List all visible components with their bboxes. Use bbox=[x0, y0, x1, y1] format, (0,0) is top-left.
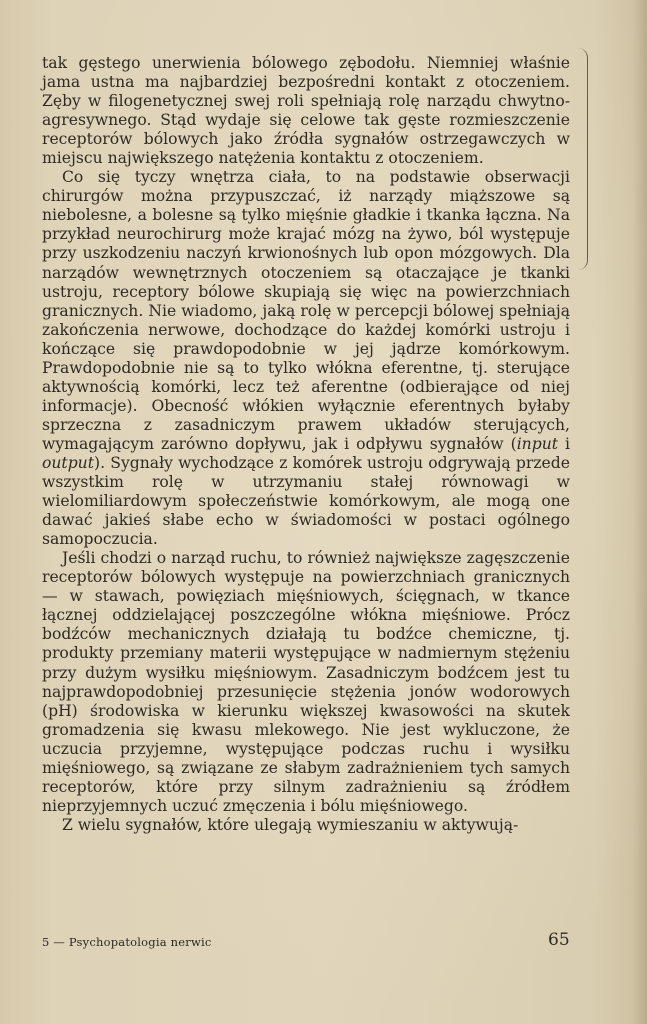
paragraph-2 bbox=[42, 168, 570, 549]
paragraph-2-italic-input: input bbox=[516, 434, 559, 453]
gutter-shadow bbox=[633, 0, 647, 1024]
paragraph-4 bbox=[42, 816, 570, 835]
paragraph-4-text: Z wielu sygnałów, które ulegają wymieszaniu w aktywują- bbox=[62, 815, 519, 834]
paragraph-1-text: tak gęstego unerwienia bólowego zębodołu. Niemniej właśnie jama ustna ma najbardziej bezpośredni kontakt z otoczeniem. Zęby w filogenetycznej swej roli spełniają rolę narządu chwytno-agresywnego. Stąd wydaje się celowe tak gęste rozmieszczenie receptorów bólowych jako źródła sygnałów ostrzegawczych w miejscu największego natężenia kontaktu z otoczeniem. bbox=[42, 54, 570, 168]
paragraph-3-text: Jeśli chodzi o narząd ruchu, to również największe zagęszczenie receptorów bólowych występuje na powierzchniach granicznych — w stawach, powięziach mięśniowych, ścięgnach, w tkance łącznej oddzielającej poszczególne włókna mięśniowe. Prócz bodźców mechanicznych działają tu bodźce chemiczne, tj. produkty przemiany materii występujące w nadmiernym stężeniu przy dużym wysiłku mięśniowym. Zasadniczym bodźcem jest tu najprawdopodobniej przesunięcie stężenia jonów wodorowych (pH) środowiska w kierunku większej kwasowości na skutek gromadzenia się kwasu mlekowego. Nie jest wykluczone, że uczucia przyjemne, występujące podczas ruchu i wysiłku mięśniowego, są związane ze słabym zadrażnieniem tych samych receptorów, które przy silnym zadrażnieniu są źródłem nieprzyjemnych uczuć zmęczenia i bólu mięśniowego. bbox=[42, 549, 570, 815]
footer-signature: 5 — Psychopatologia nerwic bbox=[42, 935, 212, 949]
paragraph-2-text-a: Co się tyczy wnętrza ciała, to na podstawie obserwacji chirurgów można przypuszczać, iż narządy miąższowe są niebolesne, a bolesne są tylko mięśnie gładkie i tkanka łączna. Na przykład neurochirurg może krajać mózg na żywo, ból występuje przy uszkodzeniu naczyń krwionośnych lub opon mózgowych. Dla narządów wewnętrznych otoczeniem są otaczające je tkanki ustroju, receptory bólowe skupiają się więc na powierzchniach granicznych. Nie wiadomo, jaką rolę w percepcji bólowej spełniają zakończenia nerwowe, dochodzące do każdej komórki ustroju i kończące się prawdopodobnie w jej jądrze komórkowym. Prawdopodobnie nie są to tylko włókna eferentne, tj. sterujące aktywnością komórki, lecz też aferentne (odbierające od niej informacje). Obecność włókien wyłącznie eferentnych byłaby sprzeczna z zasadniczym prawem układów sterujących, wymagającym zarówno dopływu, jak i odpływu sygnałów ( bbox=[42, 168, 570, 453]
paragraph-2-italic-output: output bbox=[42, 453, 94, 472]
paragraph-2-text-b: i bbox=[558, 434, 570, 453]
body-text bbox=[42, 54, 570, 835]
paragraph-3 bbox=[42, 549, 570, 816]
page-number: 65 bbox=[548, 930, 570, 950]
margin-pencil-mark bbox=[573, 48, 588, 270]
paragraph-2-text-c: ). Sygnały wychodzące z komórek ustroju odgrywają przede wszystkim rolę w utrzymaniu stałej równowagi w wielomiliardowym społeczeństwie komórkowym, ale mogą one dawać jakieś słabe echo w świadomości w postaci ogólnego samopoczucia. bbox=[42, 453, 570, 549]
paragraph-1 bbox=[42, 54, 570, 168]
